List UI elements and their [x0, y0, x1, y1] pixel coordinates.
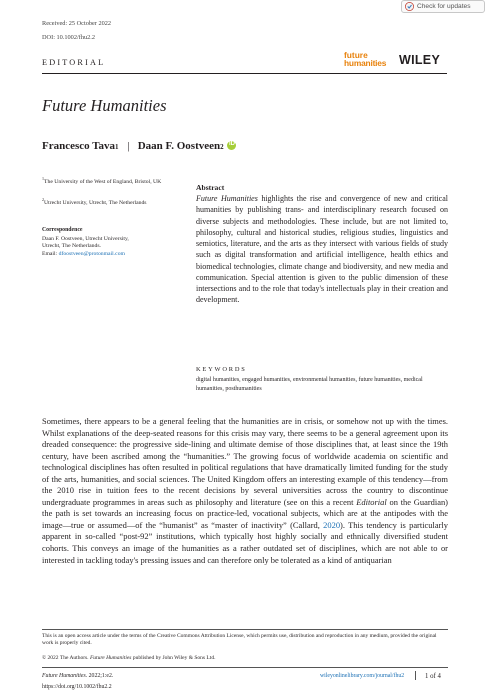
publisher-logo: WILEY — [399, 53, 441, 67]
journal-logo — [344, 51, 391, 69]
author-2-name: Daan F. Oostveen — [137, 140, 221, 152]
correspondence-block — [42, 236, 192, 258]
page-number: 1 of 4 — [425, 673, 441, 680]
author-separator: | — [127, 140, 130, 152]
check-for-updates-button[interactable] — [401, 0, 485, 13]
affiliation-1: $^1$The University of the West of England, Bristol, UK — [42, 176, 162, 185]
header-divider — [42, 73, 447, 74]
copyright-line: © 2022 The Authors. Future Humanities published by John Wiley & Sons Ltd. — [42, 655, 216, 661]
keywords-list: digital humanities, engaged humanities, environmental humanities, future humanities, medical humanities, posthumanities — [196, 377, 423, 392]
orcid-icon[interactable]: iD — [227, 141, 236, 150]
check-for-updates-label: Check for updates — [417, 3, 471, 10]
correspondence-line1: Daan F. Oostveen, Utrecht University, — [42, 236, 129, 242]
article-title: Future Humanities — [42, 96, 167, 115]
journal-reference: Future Humanities. 2022;1:e2. — [42, 673, 114, 679]
license-statement: This is an open access article under the terms of the Creative Commons Attribution License, which permits use, distribution and reproduction in any medium, provided the original work is properly cited. — [42, 633, 437, 647]
crossmark-icon — [405, 2, 414, 11]
citation-link[interactable]: 2020 — [323, 519, 341, 530]
correspondence-line2: Utrecht, The Netherlands. — [42, 243, 101, 250]
correspondence-email-link[interactable]: dfoostveen@protonmail.com — [58, 250, 125, 257]
correspondence-label: Correspondence — [42, 227, 83, 233]
abstract-heading: Abstract — [196, 183, 225, 192]
affiliation-2: $^2$Utrecht University, Utrecht, The Netherlands — [42, 197, 147, 206]
journal-logo-line1: future — [344, 50, 368, 60]
abstract-text: Future Humanities highlights the rise and convergence of new and critical humanities by publishing trans- and interdisciplinary research focused on diverse subjects and methodologies. These include, but are not limited to, philosophy, cultural and historical studies, religious studies, linguistics and semiotics, literature, and the arts as they intersect with various fields of study such as digital transformation and artificial intelligence, health ethics and biomedical technologies, climate change and biodiversity, and new media and communication. Special attention is given to the public dimension of these intersections and to the role that today's intellectuals play in their creation and development. — [196, 194, 448, 305]
section-label: EDITORIAL — [42, 58, 106, 67]
page-number-divider — [415, 671, 416, 680]
footer-divider-bottom — [42, 667, 448, 668]
correspondence-email-line: Email: dfoostveen@protonmail.com — [42, 250, 125, 257]
author-line: Francesco Tava 1 | Daan F. Oostveen 2 iD — [42, 140, 235, 152]
article-doi: DOI: 10.1002/fhu2.2 — [42, 34, 95, 41]
doi-link[interactable]: https://doi.org/10.1002/fhu2.2 — [42, 684, 112, 690]
footer-divider — [42, 629, 448, 630]
journal-logo-line2: humanities — [344, 58, 387, 68]
received-date: Received: 25 October 2022 — [42, 20, 112, 27]
keywords-heading: KEYWORDS — [196, 366, 247, 373]
journal-website-link[interactable]: wileyonlinelibrary.com/journal/fhu2 — [320, 673, 405, 679]
body-paragraph-1: Sometimes, there appears to be a general feeling that the humanities are in crisis, or somehow not up with the times. Whilst explanations of the deep-seated reasons for this crisis may vary, there seems to be a general agreement upon its dreaded consequence: the progressive side-lining and ultimate demise of those disciplines that, at least since the 19th century, have been ascribed among the “humanities.” The growing focus of worldwide academia on scientific and technological disciplines has often resulted in political regulations that have dramatically limited funding for the study of the arts, humanities, and social sciences. The United Kingdom offers an interesting example of this tendency—from the 2010 rise in tuition fees to the recent decisions by several universities across the country to discontinue undergraduate programmes in areas such as philosophy and literature (see on this a recent Editorial on the Guardian) the path is set towards an increasing focus on practice-led, vocational subjects, which are at the antipodes with the image—true or assumed—of the “humanist” as “master of inactivity” (Callard, 2020). This tendency is particularly apparent in so-called “post-92” institutions, which typically host highly socially and ethnically diversified student cohorts. This conveys an image of the humanities as a rather outdated set of disciplines, which are not able to or interested in tackling today's pressing issues and can therefore only be tolerated as a kind of antiquarian — [42, 416, 448, 565]
author-1-name: Francesco Tava — [42, 140, 116, 152]
